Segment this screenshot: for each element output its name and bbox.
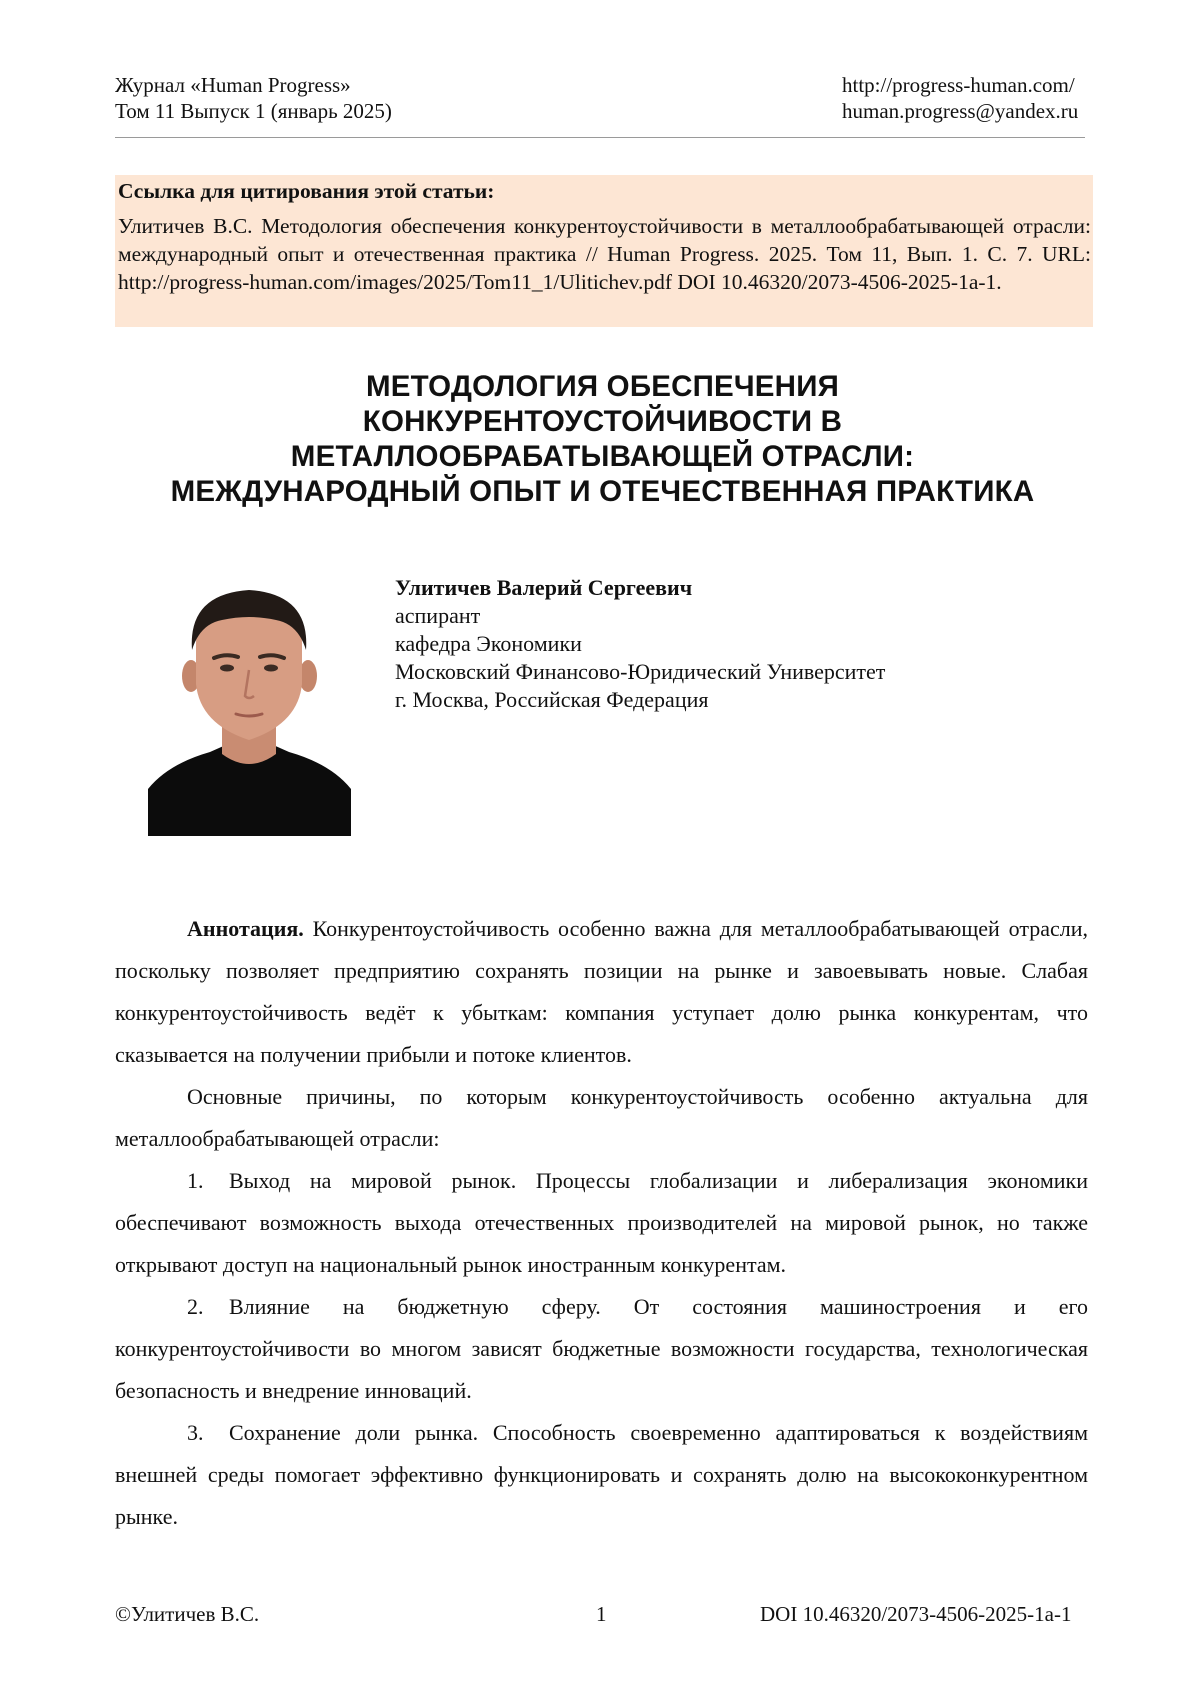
list-text: Выход на мировой рынок. Процессы глобализации и либерализация экономики обеспечивают возможность выхода отечественных производителей на мировой рынок, но также открывают доступ на национальный рынок иностранным конкурентам. xyxy=(115,1168,1088,1277)
header-divider xyxy=(115,137,1085,138)
abstract xyxy=(115,908,1088,1538)
author-name: Улитичев Валерий Сергеевич xyxy=(395,575,693,600)
abstract-paragraph xyxy=(115,908,1088,1076)
title-line: КОНКУРЕНТОУСТОЙЧИВОСТИ В xyxy=(362,405,843,438)
author-photo xyxy=(148,584,351,836)
title-line: МЕТОДОЛОГИЯ ОБЕСПЕЧЕНИЯ xyxy=(365,370,839,403)
footer-doi: DOI 10.46320/2073-4506-2025-1a-1 xyxy=(760,1602,1072,1626)
abstract-text: Конкурентоустойчивость особенно важна для металлообрабатывающей отрасли, поскольку позволяет предприятию сохранять позиции на рынке и завоевывать новые. Слабая конкурентоустойчивость ведёт к убыткам: компания уступает долю рынка конкурентам, что сказывается на получении прибыли и потоке клиентов. xyxy=(115,916,1088,1067)
citation-box xyxy=(115,175,1093,327)
author-department: кафедра Экономики xyxy=(395,631,582,656)
list-number: 3. xyxy=(187,1420,204,1445)
author-position: аспирант xyxy=(395,603,481,628)
citation-label: Ссылка для цитирования этой статьи: xyxy=(118,179,495,203)
journal-name: Журнал «Human Progress» xyxy=(115,73,351,97)
list-item xyxy=(115,1412,1088,1538)
title-line: МЕЖДУНАРОДНЫЙ ОПЫТ И ОТЕЧЕСТВЕННАЯ ПРАКТИКА xyxy=(170,475,1035,508)
abstract-paragraph: Основные причины, по которым конкурентоустойчивость особенно актуальна для металлообрабатывающей отрасли: xyxy=(115,1084,1088,1151)
journal-url[interactable]: http://progress-human.com/ xyxy=(842,73,1075,97)
journal-contacts xyxy=(842,72,1078,124)
footer-copyright: ©Улитичев В.С. xyxy=(115,1602,260,1626)
article-title xyxy=(115,369,1090,509)
journal-email[interactable]: human.progress@yandex.ru xyxy=(842,99,1079,123)
author-university: Московский Финансово-Юридический Университет xyxy=(395,659,886,684)
journal-issue: Том 11 Выпуск 1 (январь 2025) xyxy=(115,99,392,123)
list-text: Влияние на бюджетную сферу. От состояния машиностроения и его конкурентоустойчивости во многом зависят бюджетные возможности государства, технологическая безопасность и внедрение инноваций. xyxy=(115,1294,1088,1403)
citation-text: Улитичев В.С. Методология обеспечения конкурентоустойчивости в металлообрабатывающей отрасли: международный опыт и отечественная практика // Human Progress. 2025. Том 11, Вып. 1. С. 7. URL: http://progress-human.com/images/2025/Tom11_1/Ulitichev.pdf DOI 10.46320/2073-4506-2025-1a-1. xyxy=(118,214,1091,294)
page-number: 1 xyxy=(596,1602,607,1626)
journal-header xyxy=(115,72,392,124)
list-text: Сохранение доли рынка. Способность своевременно адаптироваться к воздействиям внешней среды помогает эффективно функционировать и сохранять долю на высококонкурентном рынке. xyxy=(115,1420,1088,1529)
list-item xyxy=(115,1286,1088,1412)
title-line: МЕТАЛЛООБРАБАТЫВАЮЩЕЙ ОТРАСЛИ: xyxy=(290,440,915,473)
list-number: 2. xyxy=(187,1294,204,1319)
portrait-image xyxy=(148,584,351,836)
author-info xyxy=(395,574,885,714)
abstract-lead: Аннотация. xyxy=(187,916,304,941)
author-location: г. Москва, Российская Федерация xyxy=(395,687,709,712)
list-number: 1. xyxy=(187,1168,204,1193)
list-item xyxy=(115,1160,1088,1286)
